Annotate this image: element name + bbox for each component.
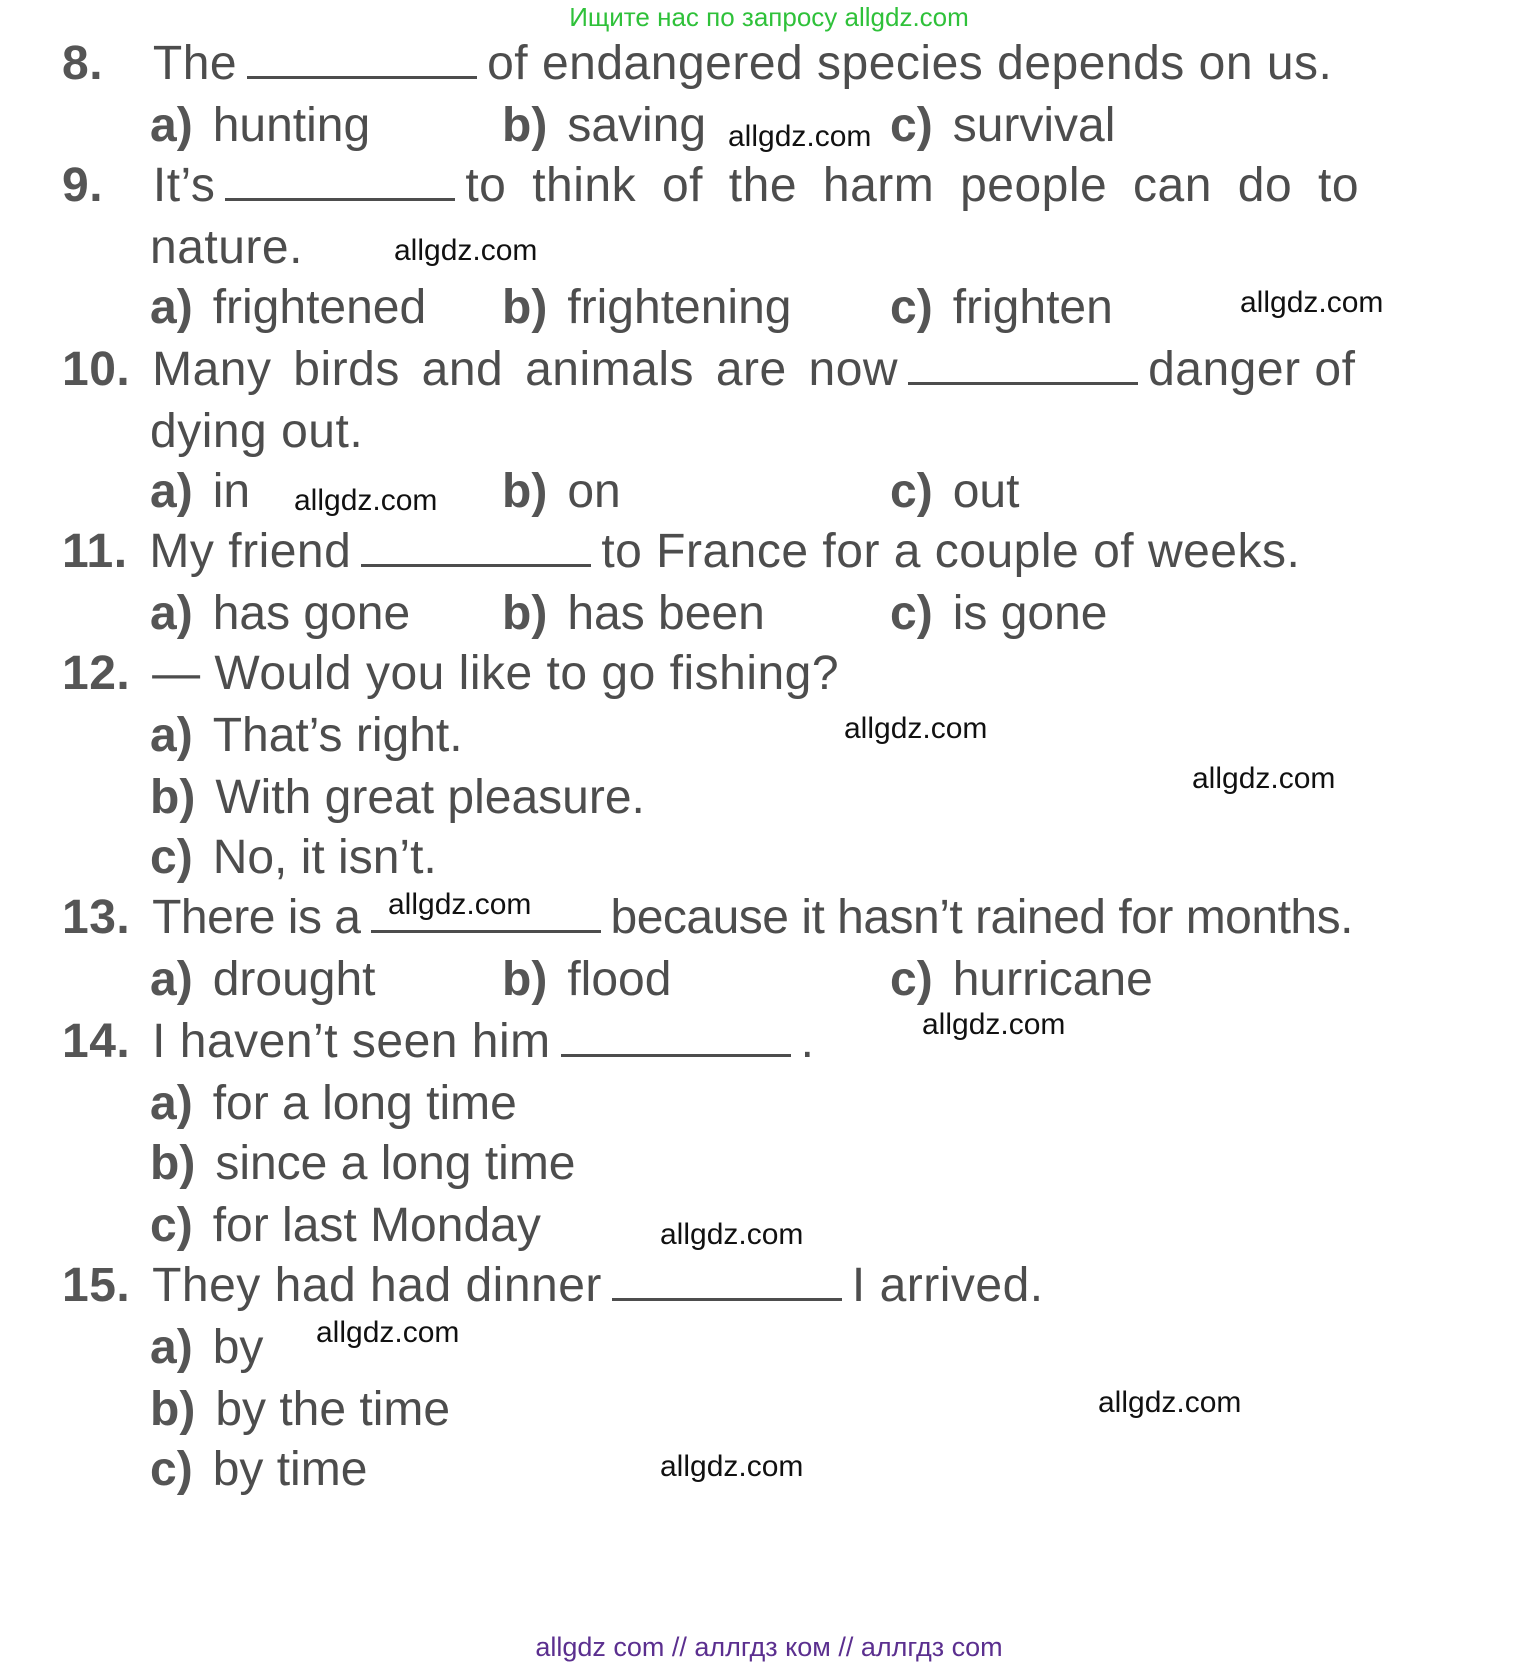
question-11	[62, 524, 1300, 579]
watermark: allgdz.com	[294, 484, 438, 517]
option-12a[interactable]: a) That’s right.	[150, 709, 463, 762]
option-15a[interactable]: a) by	[150, 1321, 264, 1374]
option-9a[interactable]: a) frightened	[150, 281, 427, 334]
question-13	[62, 890, 1353, 945]
answer-blank[interactable]	[361, 526, 591, 567]
option-11a[interactable]: a) has gone	[150, 587, 411, 640]
answer-blank[interactable]	[561, 1016, 791, 1057]
watermark: allgdz.com	[660, 1218, 804, 1251]
option-14c[interactable]: c) for last Monday	[150, 1199, 541, 1252]
question-number: 12.	[62, 647, 131, 700]
watermark: allgdz.com	[1192, 762, 1336, 795]
question-text: — Would you like to go fishing?	[152, 647, 840, 700]
option-13c[interactable]: c) hurricane	[890, 953, 1153, 1006]
question-text-end: danger of	[1148, 343, 1356, 396]
option-10a[interactable]: a) in	[150, 465, 251, 518]
question-text-start: They had had dinner	[152, 1259, 602, 1312]
question-number: 14.	[62, 1015, 131, 1068]
question-number: 8.	[62, 37, 104, 90]
watermark: allgdz.com	[316, 1316, 460, 1349]
watermark: allgdz.com	[728, 120, 872, 153]
option-8c[interactable]: c) survival	[890, 99, 1116, 152]
question-text-start: Many birds and animals are now	[152, 343, 899, 396]
question-12	[62, 646, 839, 701]
question-number: 11.	[62, 525, 128, 578]
watermark: allgdz.com	[1098, 1386, 1242, 1419]
option-15b[interactable]: b) by the time	[150, 1383, 451, 1436]
answer-blank[interactable]	[225, 160, 455, 201]
option-13b[interactable]: b) flood	[502, 953, 672, 1006]
watermark: allgdz.com	[1240, 286, 1384, 319]
question-text-end: .	[800, 1015, 815, 1068]
option-8a[interactable]: a) hunting	[150, 99, 371, 152]
question-9-continuation: nature.	[150, 221, 303, 274]
watermark: allgdz.com	[394, 234, 538, 267]
option-14a[interactable]: a) for a long time	[150, 1077, 517, 1130]
option-11c[interactable]: c) is gone	[890, 587, 1108, 640]
watermark: allgdz.com	[844, 712, 988, 745]
watermark: allgdz.com	[388, 888, 532, 921]
watermark: allgdz.com	[660, 1450, 804, 1483]
option-12b[interactable]: b) With great pleasure.	[150, 771, 645, 824]
option-10b[interactable]: b) on	[502, 465, 621, 518]
question-text-start: The	[152, 37, 238, 90]
option-11b[interactable]: b) has been	[502, 587, 765, 640]
watermark: allgdz.com	[922, 1008, 1066, 1041]
question-number: 13.	[62, 891, 131, 944]
question-9	[62, 158, 1359, 213]
question-text-end: to think of the harm people can do to	[465, 159, 1360, 212]
question-text-end: because it hasn’t rained for months.	[610, 891, 1353, 944]
option-14b[interactable]: b) since a long time	[150, 1137, 576, 1190]
option-9c[interactable]: c) frighten	[890, 281, 1113, 334]
option-13a[interactable]: a) drought	[150, 953, 376, 1006]
answer-blank[interactable]	[612, 1260, 842, 1301]
question-text-start: I haven’t seen him	[152, 1015, 551, 1068]
answer-blank[interactable]	[908, 344, 1138, 385]
option-15c[interactable]: c) by time	[150, 1443, 368, 1496]
question-10-continuation: dying out.	[150, 405, 364, 458]
question-15	[62, 1258, 1044, 1313]
question-number: 15.	[62, 1259, 131, 1312]
top-banner: Ищите нас по запросу allgdz.com	[569, 2, 969, 32]
question-8	[62, 36, 1332, 91]
answer-blank[interactable]	[247, 38, 477, 79]
question-text-start: There is a	[152, 891, 361, 944]
option-9b[interactable]: b) frightening	[502, 281, 792, 334]
question-text-end: to France for a couple of weeks.	[601, 525, 1301, 578]
question-number: 10.	[62, 343, 131, 396]
question-text-end: of endangered species depends on us.	[487, 37, 1333, 90]
question-text-end: I arrived.	[851, 1259, 1044, 1312]
option-10c[interactable]: c) out	[890, 465, 1020, 518]
option-12c[interactable]: c) No, it isn’t.	[150, 831, 437, 884]
question-text-start: It’s	[152, 159, 216, 212]
question-14	[62, 1014, 814, 1069]
option-8b[interactable]: b) saving	[502, 99, 707, 152]
question-text-start: My friend	[149, 525, 352, 578]
question-10	[62, 342, 1355, 397]
bottom-banner: allgdz com // аллгдз ком // аллгдз com	[535, 1632, 1003, 1662]
question-number: 9.	[62, 159, 104, 212]
